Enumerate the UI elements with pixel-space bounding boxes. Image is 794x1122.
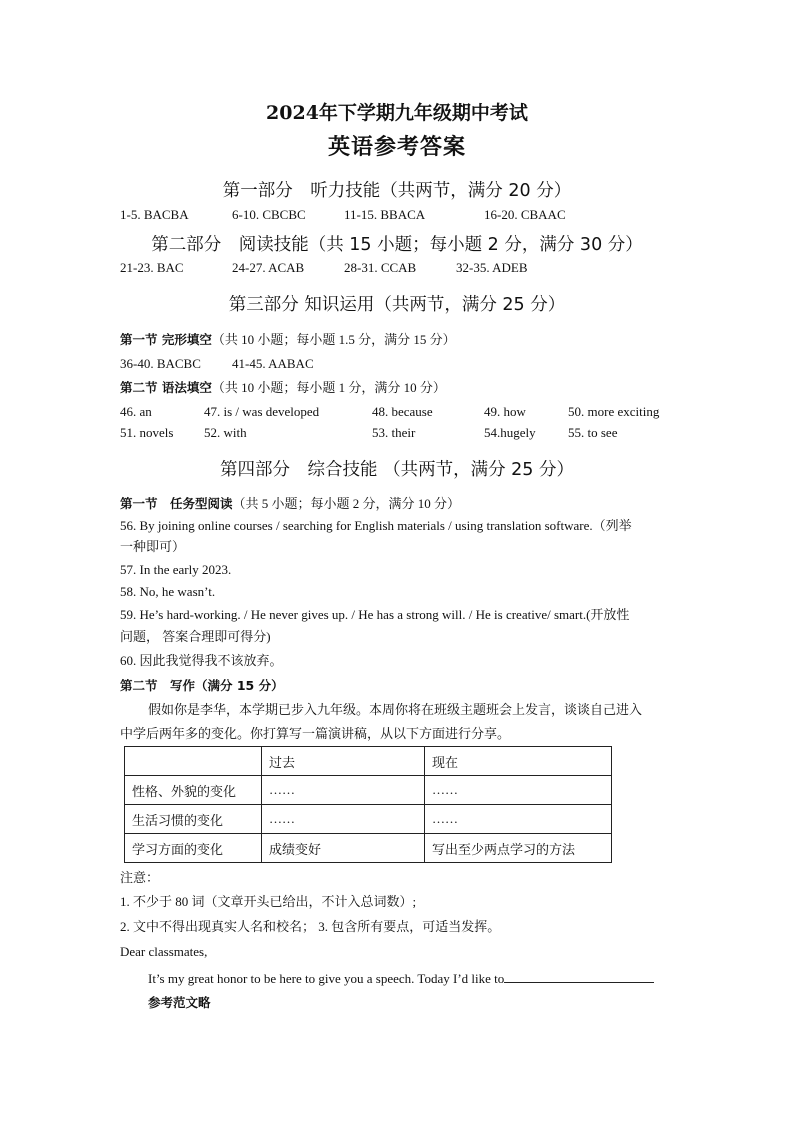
grammar-answer: 47. is / was developed: [204, 404, 320, 419]
table-header-cell: [125, 747, 262, 776]
writing-prompt-line2: 中学后两年多的变化。你打算写一篇演讲稿，从以下方面进行分享。: [120, 726, 511, 741]
letter-greeting: Dear classmates,: [120, 944, 208, 959]
part4-section2-heading: [120, 676, 284, 696]
part2-answer: 24-27. ACAB: [232, 260, 305, 275]
part1-answer: 6-10. CBCBC: [232, 207, 306, 222]
table-row: [125, 805, 612, 834]
grammar-answer: 54.hugely: [484, 425, 536, 440]
grammar-answer: 53. their: [372, 425, 416, 440]
part2-heading: 第二部分 阅读技能（共 15 小题；每小题 2 分，满分 30 分）: [151, 235, 643, 255]
grammar-answer: 46. an: [120, 404, 152, 419]
grammar-answer: 49. how: [484, 404, 526, 419]
answer-56-line1: 56. By joining online courses / searching for English materials / using translation software.（列举: [120, 518, 632, 533]
sample-label: 参考范文略: [148, 995, 211, 1010]
opening-text: It’s my great honor to be here to give you a speech. Today I’d like to: [148, 971, 505, 986]
table-cell: ……: [262, 776, 425, 805]
table-cell: 生活习惯的变化: [125, 805, 262, 834]
part3-section2-heading: [120, 378, 446, 398]
part1-heading: 第一部分 听力技能（共两节，满分 20 分）: [222, 181, 572, 201]
table-cell: 性格、外貌的变化: [125, 776, 262, 805]
sample-essay-label: [148, 993, 211, 1013]
part4-section1-heading: [120, 494, 460, 514]
table-cell: ……: [425, 776, 612, 805]
section-note: （共 10 小题；每小题 1.5 分，满分 15 分）: [211, 332, 456, 347]
part3-heading: 第三部分 知识运用（共两节，满分 25 分）: [228, 295, 566, 315]
table-header-cell: 现在: [425, 747, 612, 776]
letter-opening: [148, 968, 676, 989]
cloze-answer: 36-40. BACBC: [120, 356, 201, 371]
section-label: 第一节 完形填空: [120, 332, 212, 347]
part1-answer: 1-5. BACBA: [120, 207, 189, 222]
writing-prompt-line1: 假如你是李华，本学期已步入九年级。本周你将在班级主题班会上发言，谈谈自己进入: [148, 702, 643, 717]
grammar-answer: 48. because: [372, 404, 433, 419]
writing-topics-table: [124, 746, 612, 863]
section-label: 第一节 任务型阅读: [120, 496, 233, 511]
note-2: 2. 文中不得出现真实人名和校名； 3. 包含所有要点，可适当发挥。: [120, 919, 501, 934]
blank-line: [504, 968, 654, 983]
section-label: 第二节 写作（满分 15 分）: [120, 678, 284, 693]
answer-58: 58. No, he wasn’t.: [120, 584, 216, 599]
table-cell: 写出至少两点学习的方法: [425, 834, 612, 863]
grammar-answer: 51. novels: [120, 425, 174, 440]
exam-subtitle: 英语参考答案: [327, 134, 466, 160]
table-row: [125, 776, 612, 805]
table-cell: 成绩变好: [262, 834, 425, 863]
table-header-cell: 过去: [262, 747, 425, 776]
answer-57: 57. In the early 2023.: [120, 562, 232, 577]
part2-answer: 28-31. CCAB: [344, 260, 417, 275]
cloze-answer: 41-45. AABAC: [232, 356, 314, 371]
part2-answer: 21-23. BAC: [120, 260, 184, 275]
table-row: [125, 834, 612, 863]
part1-answer: 11-15. BBACA: [344, 207, 426, 222]
grammar-answer: 55. to see: [568, 425, 618, 440]
table-header-row: [125, 747, 612, 776]
part2-answer: 32-35. ADEB: [456, 260, 528, 275]
section-note: （共 5 小题；每小题 2 分，满分 10 分）: [232, 496, 461, 511]
table-cell: ……: [262, 805, 425, 834]
table-cell: 学习方面的变化: [125, 834, 262, 863]
grammar-answer: 52. with: [204, 425, 247, 440]
part4-heading: 第四部分 综合技能 （共两节，满分 25 分）: [220, 460, 574, 480]
table-cell: ……: [425, 805, 612, 834]
answer-59-line2: 问题， 答案合理即可得分): [120, 629, 271, 644]
notes-label: 注意：: [120, 870, 160, 885]
note-1: 1. 不少于 80 词（文章开头已给出，不计入总词数）;: [120, 894, 417, 909]
grammar-answer: 50. more exciting: [568, 404, 660, 419]
exam-title: 2024年下学期九年级期中考试: [266, 102, 528, 124]
answer-56-line2: 一种即可）: [120, 539, 186, 554]
section-note: （共 10 小题；每小题 1 分，满分 10 分）: [211, 380, 446, 395]
part1-answer: 16-20. CBAAC: [484, 207, 566, 222]
part3-section1-heading: [120, 330, 456, 350]
answer-59-line1: 59. He’s hard-working. / He never gives up. / He has a strong will. / He is creative/ smart.(开放性: [120, 607, 630, 622]
answer-60: 60. 因此我觉得我不该放弃。: [120, 653, 283, 668]
section-label: 第二节 语法填空: [120, 380, 212, 395]
